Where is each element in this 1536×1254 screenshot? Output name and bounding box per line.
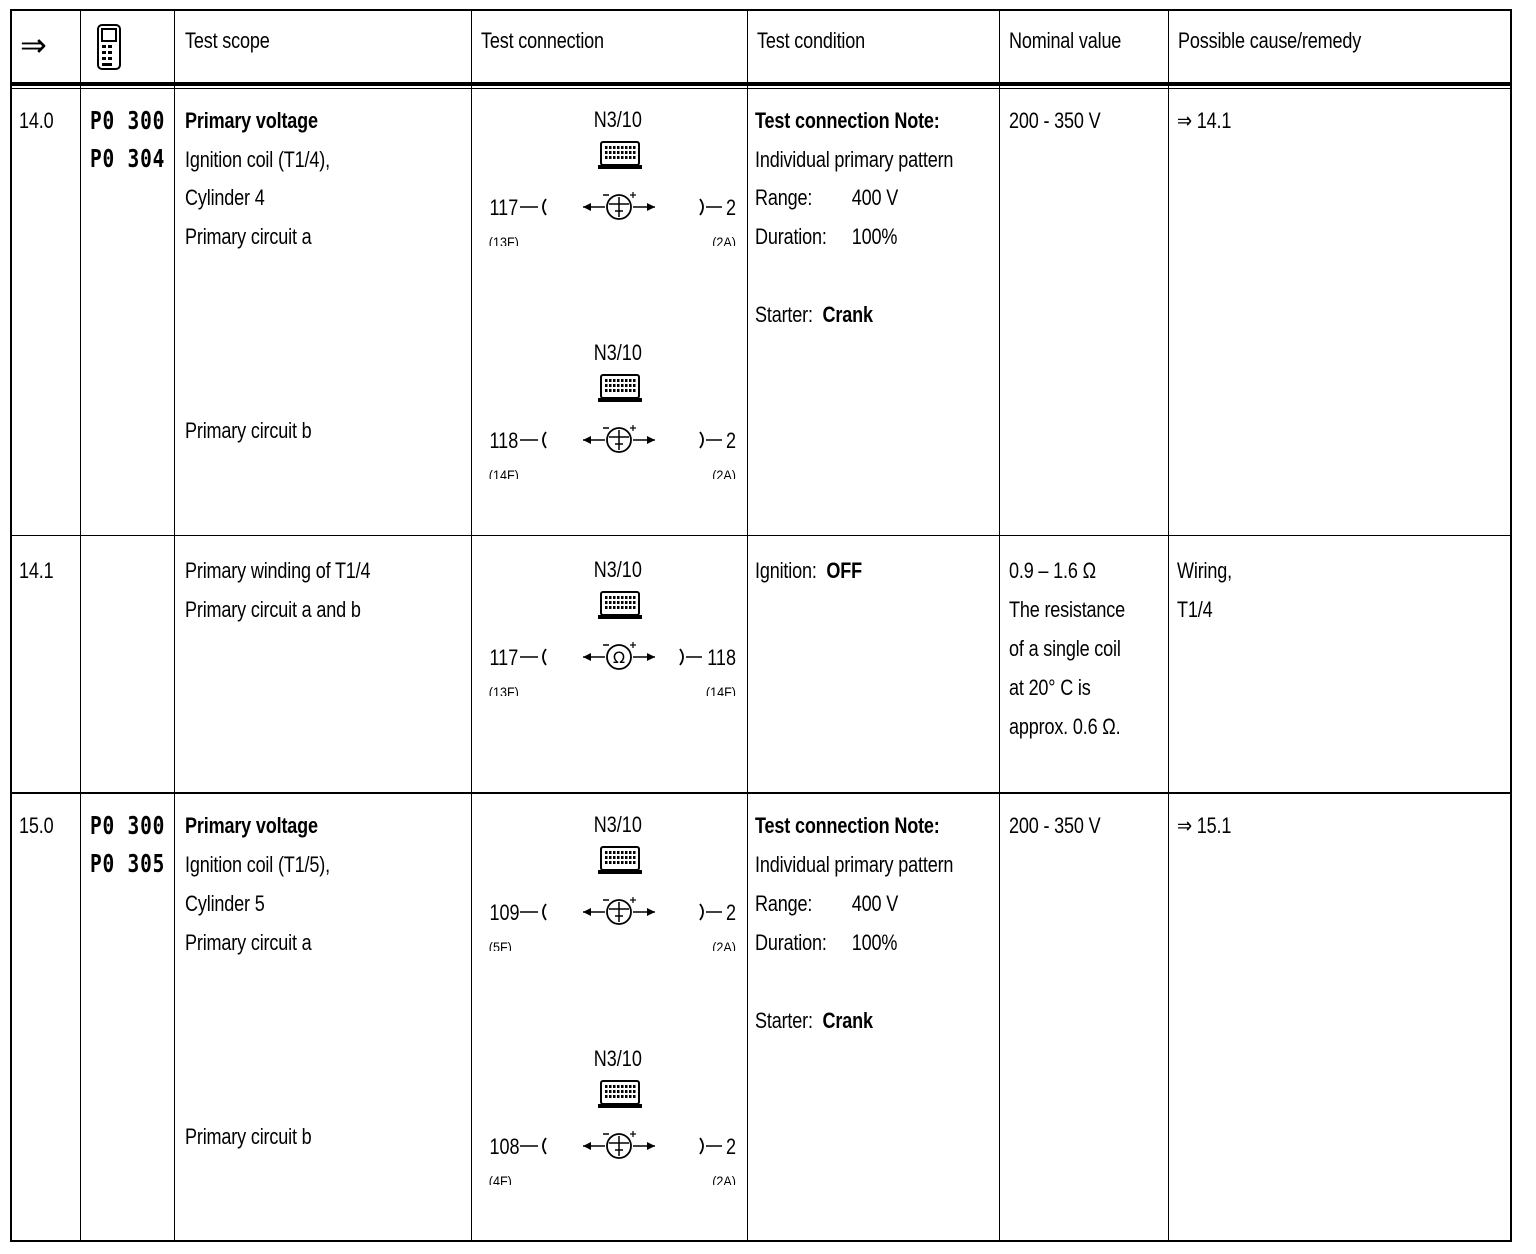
tester-icon: [96, 23, 122, 76]
row-divider: [12, 535, 1510, 536]
right-pin-sub: (2A): [712, 939, 736, 951]
scope-title: Primary voltage: [185, 108, 318, 133]
right-pin-number: 2: [725, 429, 736, 454]
scope-line: Cylinder 4: [185, 185, 265, 210]
step-number: 14.0: [19, 108, 54, 133]
device-label: N3/10: [593, 108, 642, 133]
column-divider: [1168, 11, 1169, 1240]
right-pin-number: 118: [707, 646, 736, 671]
scope-line: Primary circuit a: [185, 930, 312, 955]
scope-line: Primary circuit a and b: [185, 597, 361, 622]
header-test-scope: Test scope: [185, 28, 270, 53]
nominal-note: The resistance: [1009, 597, 1126, 622]
remedy-link[interactable]: ⇒ 15.1: [1177, 813, 1232, 838]
right-pin-sub: (2A): [712, 467, 736, 479]
connection-svg: [478, 101, 740, 246]
condition-title: Test connection Note:: [755, 108, 940, 133]
remedy-text: T1/4: [1177, 597, 1213, 622]
fault-code: P0 300: [90, 106, 166, 135]
connection-svg: [478, 551, 740, 696]
left-pin-number: 117: [489, 646, 519, 671]
connector-icon: [598, 847, 642, 874]
connection-svg: [478, 806, 740, 951]
right-pin-number: 2: [725, 196, 736, 221]
left-pin-sub: (5F): [488, 939, 512, 951]
condition-line: Individual primary pattern: [755, 147, 954, 172]
connection-svg: [478, 1040, 740, 1185]
connection-svg: [478, 334, 740, 479]
nominal-note: of a single coil: [1009, 636, 1121, 661]
test-connection-diagram: [478, 101, 740, 246]
test-connection-diagram: [478, 551, 740, 696]
header-possible-cause: Possible cause/remedy: [1178, 28, 1362, 53]
test-connection-diagram: [478, 806, 740, 951]
right-pin-sub: (2A): [712, 1173, 736, 1185]
condition-starter: Starter: Crank: [755, 1008, 873, 1033]
fault-code: P0 305: [90, 849, 166, 878]
column-divider: [747, 11, 748, 1240]
scope-title: Primary voltage: [185, 813, 318, 838]
header-divider: [12, 82, 1510, 86]
connector-icon: [598, 142, 642, 169]
column-divider: [471, 11, 472, 1240]
right-pin-number: 2: [725, 901, 736, 926]
connector-icon: [598, 375, 642, 402]
fault-code: P0 300: [90, 811, 166, 840]
right-pin-number: 2: [725, 1135, 736, 1160]
condition-starter: Starter: Crank: [755, 302, 873, 327]
condition-title: Test connection Note:: [755, 813, 940, 838]
nominal-value: 200 - 350 V: [1009, 108, 1101, 133]
device-label: N3/10: [593, 558, 642, 583]
voltmeter-icon: [583, 1131, 655, 1158]
left-pin-number: 108: [489, 1135, 520, 1160]
device-label: N3/10: [593, 1047, 642, 1072]
test-table: [10, 9, 1512, 1242]
right-pin-sub: (2A): [712, 234, 736, 246]
left-pin-sub: (14F): [488, 467, 519, 479]
scope-line: Ignition coil (T1/4),: [185, 147, 330, 172]
voltmeter-icon: [583, 192, 655, 219]
remedy-link[interactable]: ⇒ 14.1: [1177, 108, 1232, 133]
right-pin-sub: (14F): [705, 684, 736, 696]
scope-line: Ignition coil (T1/5),: [185, 852, 330, 877]
svg-text:Ω: Ω: [612, 648, 626, 667]
nominal-note: approx. 0.6 Ω.: [1009, 714, 1121, 739]
column-divider: [999, 11, 1000, 1240]
ohmmeter-icon: [583, 642, 655, 669]
step-number: 15.0: [19, 813, 54, 838]
voltmeter-icon: [583, 897, 655, 924]
header-divider-thin: [12, 88, 1510, 89]
connector-icon: [598, 1081, 642, 1108]
connector-icon: [598, 592, 642, 619]
fault-code: P0 304: [90, 144, 166, 173]
header-test-connection: Test connection: [481, 28, 604, 53]
row-divider: [12, 792, 1510, 794]
test-connection-diagram: [478, 334, 740, 479]
column-divider: [174, 11, 175, 1240]
test-connection-diagram: [478, 1040, 740, 1185]
step-number: 14.1: [19, 558, 54, 583]
nominal-value: 200 - 350 V: [1009, 813, 1101, 838]
scope-line: Primary circuit b: [185, 1124, 312, 1149]
scope-line: Cylinder 5: [185, 891, 265, 916]
scope-line: Primary circuit b: [185, 418, 312, 443]
device-label: N3/10: [593, 813, 642, 838]
condition-duration: Duration: 100%: [755, 224, 898, 249]
nominal-note: at 20° C is: [1009, 675, 1091, 700]
left-pin-sub: (13F): [488, 234, 519, 246]
nominal-value: 0.9 – 1.6 Ω: [1009, 558, 1096, 583]
condition-range: Range: 400 V: [755, 891, 899, 916]
column-divider: [80, 11, 81, 1240]
voltmeter-icon: [583, 425, 655, 452]
left-pin-number: 109: [489, 901, 520, 926]
left-pin-sub: (4F): [488, 1173, 512, 1185]
left-pin-number: 118: [489, 429, 519, 454]
condition-duration: Duration: 100%: [755, 930, 898, 955]
header-arrow: ⇒: [20, 27, 47, 63]
header-nominal-value: Nominal value: [1009, 28, 1122, 53]
scope-line: Primary winding of T1/4: [185, 558, 371, 583]
condition-line: Individual primary pattern: [755, 852, 954, 877]
left-pin-sub: (13F): [488, 684, 519, 696]
left-pin-number: 117: [489, 196, 519, 221]
header-test-condition: Test condition: [757, 28, 866, 53]
remedy-text: Wiring,: [1177, 558, 1232, 583]
condition-ignition: Ignition: OFF: [755, 558, 862, 583]
scope-line: Primary circuit a: [185, 224, 312, 249]
condition-range: Range: 400 V: [755, 185, 899, 210]
device-label: N3/10: [593, 341, 642, 366]
